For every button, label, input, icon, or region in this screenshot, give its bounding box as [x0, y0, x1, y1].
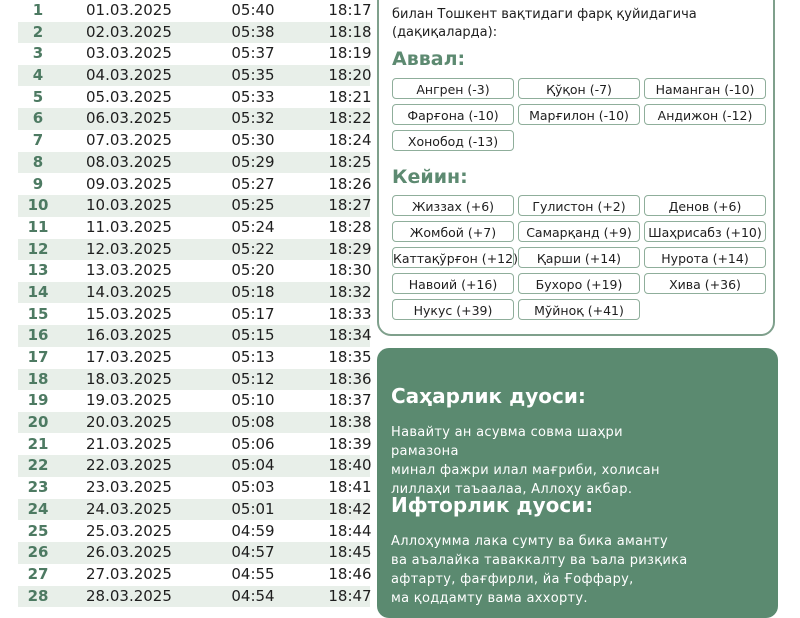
saharlik-time: 05:37	[231, 44, 275, 63]
saharlik-time: 05:38	[231, 22, 275, 41]
iftor-time: 18:27	[328, 196, 372, 215]
after-cities-grid	[392, 195, 766, 320]
iftor-time: 18:28	[328, 217, 372, 236]
table-row	[18, 521, 370, 542]
day-number: 27	[27, 564, 49, 583]
table-row	[18, 0, 370, 21]
city-badge: Марғилон (-10)	[518, 104, 640, 125]
day-number: 8	[32, 152, 44, 171]
dua-line: Навайту ан асувма совма шаҳри рамазона	[391, 425, 623, 459]
table-row	[18, 260, 370, 281]
city-badge: Навоий (+16)	[392, 273, 514, 294]
iftor-time: 18:47	[328, 586, 372, 605]
iftor-time: 18:29	[328, 239, 372, 258]
iftor-time: 18:33	[328, 304, 372, 323]
day-number: 11	[27, 217, 49, 236]
date-cell: 09.03.2025	[86, 174, 172, 193]
iftor-time: 18:38	[328, 413, 372, 432]
day-number: 1	[32, 1, 44, 19]
iftor-time: 18:25	[328, 152, 372, 171]
date-cell: 04.03.2025	[86, 66, 172, 85]
ramadan-schedule-table	[18, 0, 370, 607]
day-number: 4	[32, 66, 44, 85]
day-number: 14	[27, 282, 49, 301]
iftor-time: 18:32	[328, 282, 372, 301]
day-number: 3	[32, 44, 44, 63]
table-row	[18, 390, 370, 411]
day-number: 26	[27, 543, 49, 562]
city-badge: Бухоро (+19)	[518, 273, 640, 294]
saharlik-time: 04:54	[231, 586, 275, 605]
day-number: 13	[27, 261, 49, 280]
saharlik-time: 05:25	[231, 196, 275, 215]
day-number: 24	[27, 499, 49, 518]
day-number: 21	[27, 434, 49, 453]
date-cell: 17.03.2025	[86, 348, 172, 366]
day-number: 25	[27, 521, 49, 540]
iftor-time: 18:45	[328, 543, 372, 562]
saharlik-time: 05:33	[231, 87, 275, 106]
iftor-time: 18:36	[328, 369, 372, 388]
date-cell: 11.03.2025	[86, 217, 172, 236]
day-number: 15	[27, 304, 49, 323]
city-badge: Денов (+6)	[644, 195, 766, 216]
day-number: 22	[27, 456, 49, 475]
table-row	[18, 195, 370, 216]
city-badge: Самарқанд (+9)	[518, 221, 640, 242]
city-badge: Нукус (+39)	[392, 299, 514, 320]
iftor-time: 18:42	[328, 499, 372, 518]
day-number: 10	[27, 196, 49, 215]
city-badge: Хива (+36)	[644, 273, 766, 294]
saharlik-time: 05:13	[231, 348, 275, 366]
table-row	[18, 130, 370, 151]
table-row	[18, 412, 370, 433]
dua-line: ва аъалайка таваккалту ва ъала ризқика	[391, 553, 688, 568]
saharlik-time: 05:08	[231, 413, 275, 432]
difference-description	[392, 6, 762, 42]
day-number: 23	[27, 478, 49, 497]
difference-description-line: билан Тошкент вақтидаги фарқ қуйидагича	[392, 7, 697, 22]
city-badge: Андижон (-12)	[644, 104, 766, 125]
table-row	[18, 152, 370, 173]
date-cell: 03.03.2025	[86, 44, 172, 63]
saharlik-time: 04:55	[231, 564, 275, 583]
table-row	[18, 65, 370, 86]
iftor-time: 18:20	[328, 66, 372, 85]
iftorlik-dua-title: Ифторлик дуоси:	[391, 493, 594, 517]
saharlik-time: 05:15	[231, 326, 275, 345]
city-badge: Гулистон (+2)	[518, 195, 640, 216]
iftor-time: 18:24	[328, 131, 372, 150]
day-number: 5	[32, 87, 44, 106]
date-cell: 28.03.2025	[86, 586, 172, 605]
city-badge: Наманган (-10)	[644, 78, 766, 99]
before-cities-grid	[392, 78, 766, 151]
date-cell: 12.03.2025	[86, 239, 172, 258]
table-row	[18, 174, 370, 195]
date-cell: 01.03.2025	[86, 1, 172, 19]
saharlik-time: 05:01	[231, 499, 275, 518]
dua-line: ма қоддамту вама аххорту.	[391, 591, 588, 606]
day-number: 2	[32, 22, 44, 41]
table-row	[18, 239, 370, 260]
dua-line: минал фажри илал мағриби, холисан	[391, 463, 660, 478]
saharlik-time: 05:24	[231, 217, 275, 236]
date-cell: 23.03.2025	[86, 478, 172, 497]
table-row	[18, 434, 370, 455]
table-row	[18, 455, 370, 476]
iftor-time: 18:22	[328, 109, 372, 128]
duas-card	[377, 348, 778, 618]
day-number: 28	[27, 586, 49, 605]
day-number: 18	[27, 369, 49, 388]
saharlik-time: 05:12	[231, 369, 275, 388]
city-badge: Ангрен (-3)	[392, 78, 514, 99]
date-cell: 19.03.2025	[86, 391, 172, 410]
date-cell: 05.03.2025	[86, 87, 172, 106]
saharlik-time: 05:32	[231, 109, 275, 128]
table-row	[18, 108, 370, 129]
date-cell: 24.03.2025	[86, 499, 172, 518]
table-row	[18, 347, 370, 368]
city-badge: Жомбой (+7)	[392, 221, 514, 242]
iftor-time: 18:44	[328, 521, 372, 540]
saharlik-time: 05:20	[231, 261, 275, 280]
saharlik-time: 04:59	[231, 521, 275, 540]
table-row	[18, 564, 370, 585]
date-cell: 27.03.2025	[86, 564, 172, 583]
day-number: 16	[27, 326, 49, 345]
saharlik-time: 05:04	[231, 456, 275, 475]
iftor-time: 18:34	[328, 326, 372, 345]
city-badge: Нурота (+14)	[644, 247, 766, 268]
table-row	[18, 325, 370, 346]
saharlik-time: 05:06	[231, 434, 275, 453]
date-cell: 02.03.2025	[86, 22, 172, 41]
table-row	[18, 586, 370, 607]
date-cell: 13.03.2025	[86, 261, 172, 280]
table-row	[18, 499, 370, 520]
city-badge: Хонобод (-13)	[392, 130, 514, 151]
city-badge: Қўқон (-7)	[518, 78, 640, 99]
date-cell: 08.03.2025	[86, 152, 172, 171]
iftor-time: 18:19	[328, 44, 372, 63]
table-row	[18, 87, 370, 108]
table-row	[18, 217, 370, 238]
time-difference-card	[377, 0, 775, 336]
date-cell: 26.03.2025	[86, 543, 172, 562]
before-section-title: Аввал:	[392, 48, 466, 70]
dua-line: лиллаҳи таъаалаа, Аллоҳу акбар.	[391, 482, 633, 497]
date-cell: 25.03.2025	[86, 521, 172, 540]
saharlik-time: 05:17	[231, 304, 275, 323]
city-badge: Мўйноқ (+41)	[518, 299, 640, 320]
date-cell: 16.03.2025	[86, 326, 172, 345]
saharlik-time: 05:40	[231, 1, 275, 19]
iftor-time: 18:26	[328, 174, 372, 193]
date-cell: 06.03.2025	[86, 109, 172, 128]
city-badge: Қарши (+14)	[518, 247, 640, 268]
saharlik-time: 05:03	[231, 478, 275, 497]
table-row	[18, 369, 370, 390]
table-row	[18, 542, 370, 563]
difference-description-line: (дақиқаларда):	[392, 25, 498, 40]
iftor-time: 18:40	[328, 456, 372, 475]
date-cell: 07.03.2025	[86, 131, 172, 150]
date-cell: 15.03.2025	[86, 304, 172, 323]
saharlik-dua-title: Саҳарлик дуоси:	[391, 384, 586, 408]
saharlik-time: 05:35	[231, 66, 275, 85]
table-row	[18, 304, 370, 325]
table-row	[18, 22, 370, 43]
day-number: 7	[32, 131, 44, 150]
city-badge: Шаҳрисабз (+10)	[644, 221, 766, 242]
table-row	[18, 43, 370, 64]
day-number: 17	[27, 348, 49, 366]
day-number: 9	[32, 174, 44, 193]
saharlik-time: 05:10	[231, 391, 275, 410]
date-cell: 18.03.2025	[86, 369, 172, 388]
saharlik-dua-text	[391, 423, 691, 499]
after-section-title: Кейин:	[392, 166, 468, 188]
saharlik-time: 05:18	[231, 282, 275, 301]
city-badge: Каттақўрғон (+12)	[392, 247, 514, 268]
iftor-time: 18:37	[328, 391, 372, 410]
saharlik-time: 05:22	[231, 239, 275, 258]
iftor-time: 18:41	[328, 478, 372, 497]
iftor-time: 18:30	[328, 261, 372, 280]
iftor-time: 18:35	[328, 348, 372, 366]
date-cell: 14.03.2025	[86, 282, 172, 301]
iftorlik-dua-text	[391, 532, 691, 608]
dua-line: афтарту, фағфирли, йа Ғоффару,	[391, 572, 634, 587]
saharlik-time: 05:27	[231, 174, 275, 193]
date-cell: 22.03.2025	[86, 456, 172, 475]
table-row	[18, 477, 370, 498]
day-number: 19	[27, 391, 49, 410]
day-number: 20	[27, 413, 49, 432]
date-cell: 21.03.2025	[86, 434, 172, 453]
iftor-time: 18:18	[328, 22, 372, 41]
saharlik-time: 05:30	[231, 131, 275, 150]
table-row	[18, 282, 370, 303]
day-number: 12	[27, 239, 49, 258]
date-cell: 10.03.2025	[86, 196, 172, 215]
saharlik-time: 05:29	[231, 152, 275, 171]
city-badge: Жиззах (+6)	[392, 195, 514, 216]
city-badge: Фарғона (-10)	[392, 104, 514, 125]
iftor-time: 18:17	[328, 1, 372, 19]
dua-line: Аллоҳумма лака сумту ва бика аманту	[391, 534, 669, 549]
saharlik-time: 04:57	[231, 543, 275, 562]
iftor-time: 18:21	[328, 87, 372, 106]
date-cell: 20.03.2025	[86, 413, 172, 432]
iftor-time: 18:39	[328, 434, 372, 453]
day-number: 6	[32, 109, 44, 128]
iftor-time: 18:46	[328, 564, 372, 583]
